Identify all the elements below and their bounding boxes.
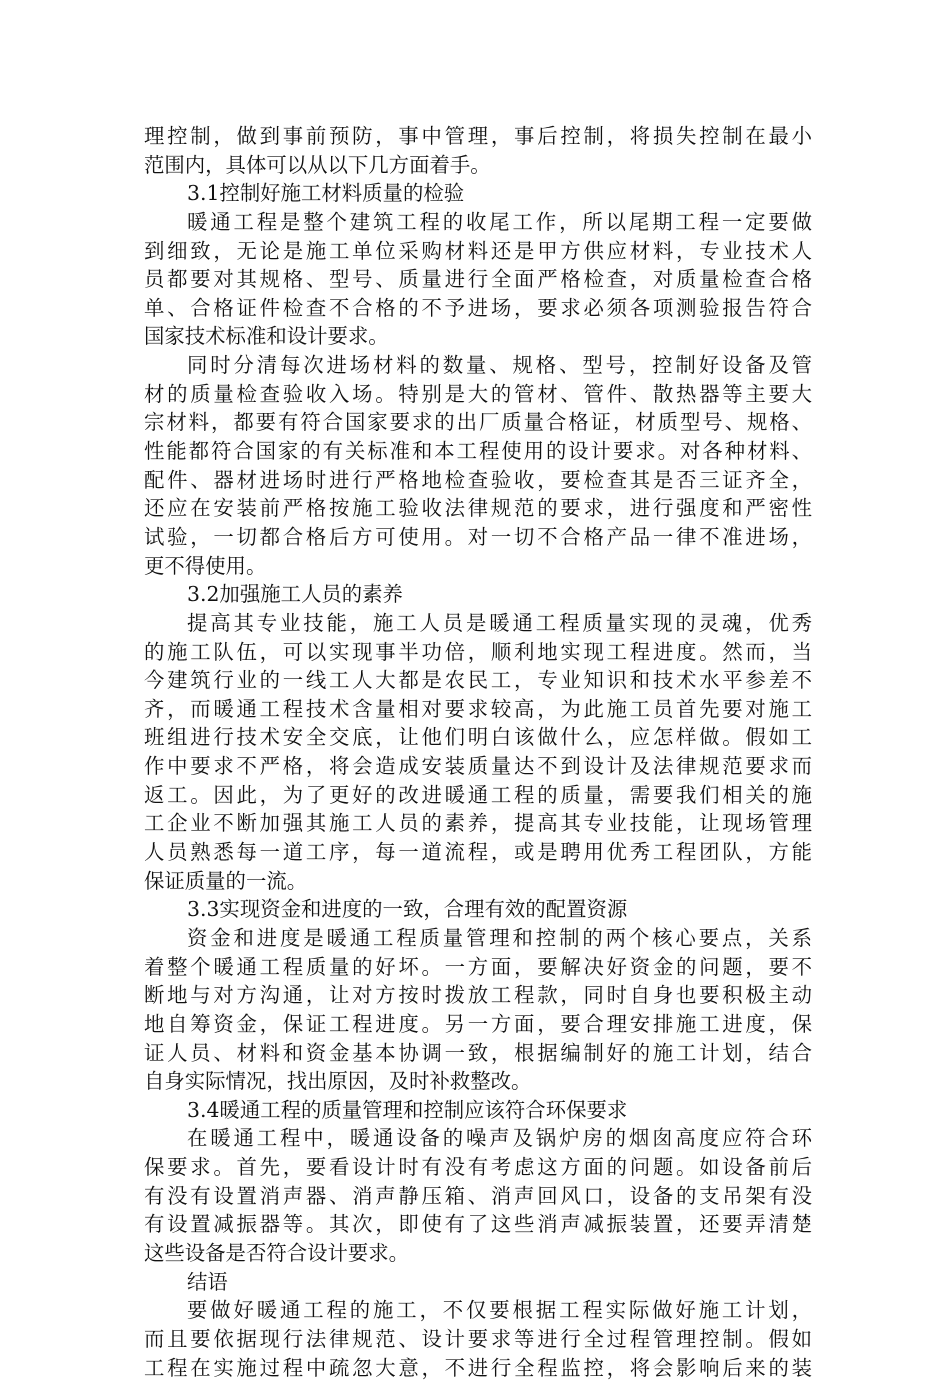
document-body: [144, 122, 812, 1382]
text-line: 证人员、材料和资金基本协调一致，根据编制好的施工计划，结合: [144, 1040, 812, 1065]
text-line: 班组进行技术安全交底，让他们明白该做什么，应怎样做。假如工: [144, 725, 812, 750]
text-line: 返工。因此，为了更好的改进暖通工程的质量，需要我们相关的施: [144, 782, 812, 807]
text-line: 还应在安装前严格按施工验收法律规范的要求，进行强度和严密性: [144, 496, 812, 521]
text-line: 作中要求不严格，将会造成安装质量达不到设计及法律规范要求而: [144, 754, 812, 779]
text-line: 在暖通工程中，暖通设备的噪声及锅炉房的烟囱高度应符合环: [187, 1126, 812, 1151]
text-line: 国家技术标准和设计要求。: [144, 324, 389, 349]
text-line: 员都要对其规格、型号、质量进行全面严格检查，对质量检查合格: [144, 267, 812, 292]
text-line: 保要求。首先，要看设计时有没有考虑这方面的问题。如设备前后: [144, 1155, 812, 1180]
text-line: 保证质量的一流。: [144, 868, 308, 893]
text-line: 着整个暖通工程质量的好坏。一方面，要解决好资金的问题，要不: [144, 954, 812, 979]
text-line: 暖通工程是整个建筑工程的收尾工作，所以尾期工程一定要做: [187, 209, 812, 234]
text-line: 有没有设置消声器、消声静压箱、消声回风口，设备的支吊架有没: [144, 1183, 812, 1208]
text-line: 人员熟悉每一道工序，每一道流程，或是聘用优秀工程团队，方能: [144, 840, 812, 865]
text-line: 性能都符合国家的有关标准和本工程使用的设计要求。对各种材料、: [144, 439, 812, 464]
text-line: 范围内，具体可以从以下几方面着手。: [144, 152, 491, 177]
text-line: 宗材料，都要有符合国家要求的出厂质量合格证，材质型号、规格、: [144, 410, 812, 435]
text-line: 材的质量检查验收入场。特别是大的管材、管件、散热器等主要大: [144, 381, 812, 406]
text-line: 工程在实施过程中疏忽大意，不进行全程监控，将会影响后来的装: [144, 1355, 812, 1380]
text-line: 有设置减振器等。其次，即使有了这些消声减振装置，还要弄清楚: [144, 1212, 812, 1237]
text-line: 提高其专业技能，施工人员是暖通工程质量实现的灵魂，优秀: [187, 610, 812, 635]
text-line: 3.2加强施工人员的素养: [187, 582, 403, 607]
text-line: 工企业不断加强其施工人员的素养，提高其专业技能，让现场管理: [144, 811, 812, 836]
text-line: 3.1控制好施工材料质量的检验: [187, 181, 465, 206]
text-line: 而且要依据现行法律规范、设计要求等进行全过程管理控制。假如: [144, 1326, 812, 1351]
text-line: 要做好暖通工程的施工，不仅要根据工程实际做好施工计划，: [187, 1298, 812, 1323]
text-line: 更不得使用。: [144, 553, 267, 578]
text-line: 3.4暖通工程的质量管理和控制应该符合环保要求: [187, 1097, 628, 1122]
text-line: 今建筑行业的一线工人大都是农民工，专业知识和技术水平参差不: [144, 668, 812, 693]
text-line: 断地与对方沟通，让对方按时拨放工程款，同时自身也要积极主动: [144, 983, 812, 1008]
text-line: 试验，一切都合格后方可使用。对一切不合格产品一律不准进场，: [144, 524, 812, 549]
text-line: 到细致，无论是施工单位采购材料还是甲方供应材料，专业技术人: [144, 238, 812, 263]
text-line: 结语: [187, 1269, 228, 1294]
text-line: 3.3实现资金和进度的一致，合理有效的配置资源: [187, 897, 628, 922]
text-line: 地自筹资金，保证工程进度。另一方面，要合理安排施工进度，保: [144, 1011, 812, 1036]
text-line: 这些设备是否符合设计要求。: [144, 1240, 410, 1265]
text-line: 齐，而暖通工程技术含量相对要求较高，为此施工员首先要对施工: [144, 696, 812, 721]
text-line: 的施工队伍，可以实现事半功倍，顺利地实现工程进度。然而，当: [144, 639, 812, 664]
text-line: 资金和进度是暖通工程质量管理和控制的两个核心要点，关系: [187, 925, 812, 950]
text-line: 自身实际情况，找出原因，及时补救整改。: [144, 1069, 532, 1094]
text-line: 单、合格证件检查不合格的不予进场，要求必须各项测验报告符合: [144, 295, 812, 320]
text-line: 配件、器材进场时进行严格地检查验收，要检查其是否三证齐全，: [144, 467, 812, 492]
text-line: 理控制，做到事前预防，事中管理，事后控制，将损失控制在最小: [144, 124, 812, 148]
text-line: 同时分清每次进场材料的数量、规格、型号，控制好设备及管: [187, 353, 812, 378]
